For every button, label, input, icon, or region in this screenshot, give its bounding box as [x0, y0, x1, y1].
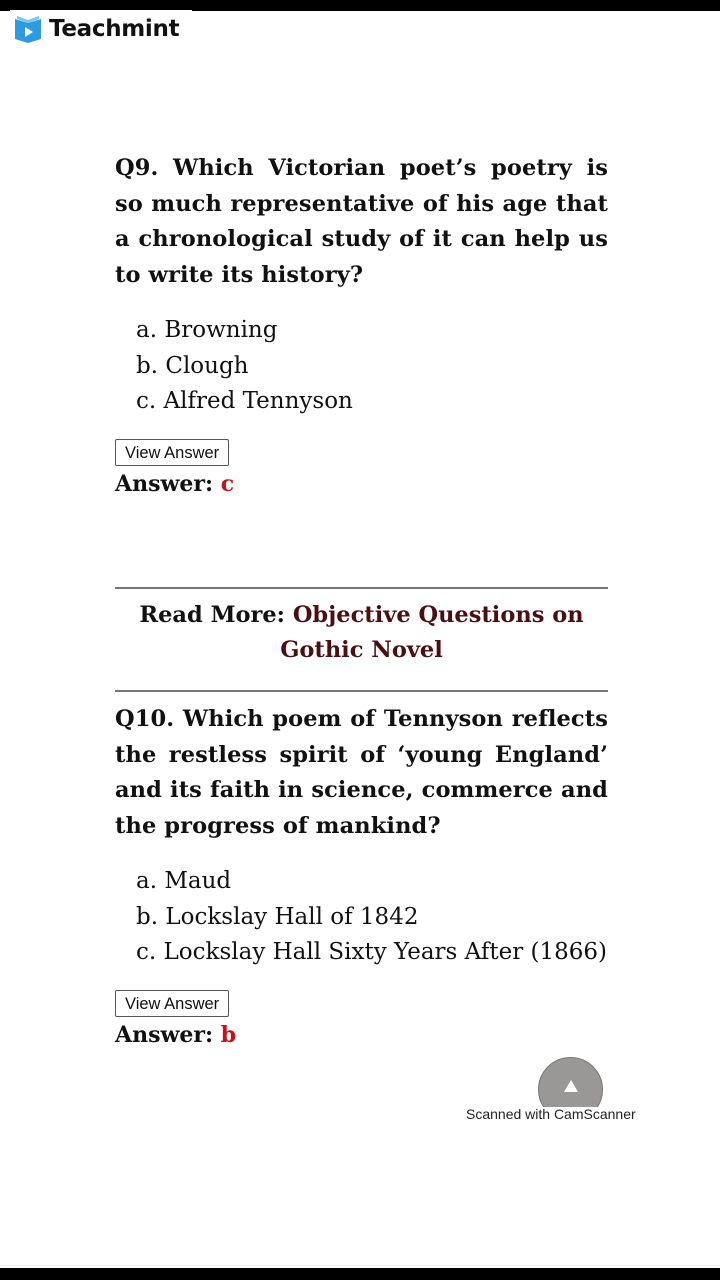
bottom-separator — [0, 1265, 720, 1266]
answer-line — [115, 468, 608, 500]
option-b: b. Lockslay Hall of 1842 — [136, 903, 419, 930]
question-text: Q9. Which Victorian poet’s poetry is so much representative of his age that a chronological study of it can help us to write its history? — [115, 155, 608, 288]
read-more-link[interactable]: Objective Questions on Gothic Novel — [280, 602, 584, 663]
options-list — [115, 313, 608, 420]
answer-label: Answer: — [115, 1021, 214, 1048]
view-answer-button[interactable]: View Answer — [115, 439, 229, 466]
option-a: a. Browning — [136, 317, 278, 343]
camscanner-watermark: Scanned with CamScanner — [466, 1106, 636, 1122]
option-c: c. Alfred Tennyson — [136, 388, 353, 414]
answer-line — [115, 1019, 608, 1051]
question-block-9 — [115, 151, 608, 500]
book-play-icon — [13, 14, 43, 44]
arrow-up-icon — [564, 1080, 578, 1092]
option-a: a. Maud — [136, 868, 232, 894]
scroll-to-top-button[interactable] — [538, 1057, 603, 1107]
question-block-10 — [115, 702, 608, 1051]
option-c: c. Lockslay Hall Sixty Years After (1866) — [136, 939, 608, 965]
read-more-label: Read More — [139, 602, 277, 628]
question-text: Q10. Which poem of Tennyson reflects the restless spirit of ‘young England’ and its faith in science, commerce and the progress of mankind? — [115, 706, 608, 839]
answer-value: b — [220, 1021, 237, 1048]
brand-name: Teachmint — [49, 16, 180, 42]
teachmint-logo — [10, 10, 192, 48]
options-list — [115, 864, 608, 971]
read-more: Read More: Objective Questions on Gothic Novel — [139, 602, 584, 663]
option-b: b. Clough — [136, 352, 249, 379]
answer-label: Answer: — [115, 470, 214, 497]
view-answer-button[interactable]: View Answer — [115, 990, 229, 1017]
divider-bottom — [115, 690, 608, 692]
answer-value: c — [220, 470, 235, 497]
divider-top — [115, 587, 608, 589]
navigation-bar — [0, 1268, 720, 1280]
